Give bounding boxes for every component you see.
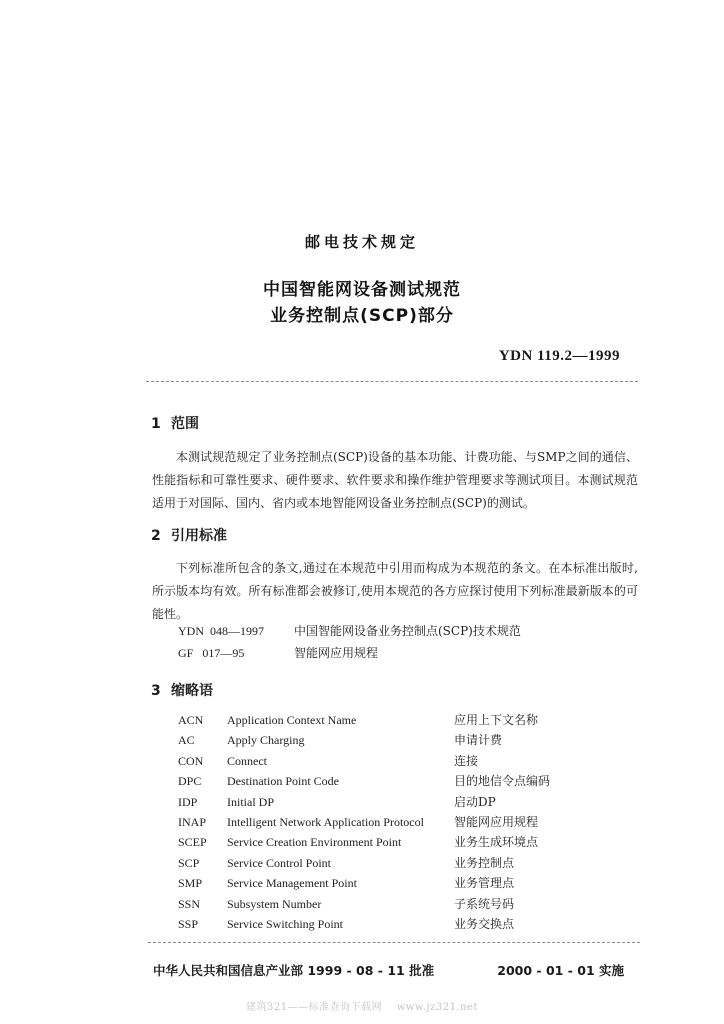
- abbr-english: Intelligent Network Application Protocol: [227, 814, 424, 829]
- document-number: YDN 119.2—1999: [498, 348, 620, 364]
- section-title: 引用标准: [171, 528, 227, 544]
- abbr-code: ACN: [178, 713, 204, 727]
- header-divider: [146, 381, 638, 382]
- abbr-english: Service Control Point: [227, 855, 331, 870]
- document-title: 中国智能网设备测试规范: [263, 280, 461, 300]
- abbr-code: IDP: [178, 794, 198, 809]
- list-item: [178, 730, 550, 750]
- reference-item: [178, 622, 521, 639]
- abbr-english: Connect: [227, 753, 267, 768]
- abbr-chinese: 业务生成环境点: [454, 835, 539, 850]
- section-heading-abbreviations: [151, 680, 213, 700]
- abbr-english: Initial DP: [227, 794, 274, 809]
- document-subtitle: 业务控制点(SCP)部分: [270, 306, 454, 326]
- section-body-references: 下列标准所包含的条文,通过在本规范中引用而构成为本规范的条文。在本标准出版时,所示版本均有效。所有标准都会被修订,使用本规范的各方应探讨使用下列标准最新版本的可能性。: [152, 561, 638, 621]
- section-number: 3: [151, 683, 161, 699]
- abbr-code: INAP: [178, 814, 207, 829]
- abbr-chinese: 应用上下文名称: [454, 713, 539, 727]
- issuing-body-label: 邮电技术规定: [304, 233, 419, 251]
- list-item: [178, 914, 550, 934]
- abbr-english: Application Context Name: [227, 713, 357, 727]
- list-item: [178, 873, 550, 893]
- section-title: 缩略语: [171, 683, 213, 699]
- abbr-chinese: 申请计费: [454, 733, 503, 748]
- reference-code: YDN 048—1997: [178, 624, 264, 638]
- abbr-chinese: 业务交换点: [454, 916, 515, 931]
- effective-date: 2000 - 01 - 01 实施: [497, 963, 624, 978]
- abbr-code: SCP: [178, 855, 200, 870]
- abbr-english: Apply Charging: [227, 733, 305, 748]
- reference-title: 智能网应用规程: [294, 646, 379, 660]
- abbr-chinese: 目的地信令点编码: [454, 774, 551, 789]
- list-item: [178, 751, 550, 771]
- abbr-code: SSN: [178, 896, 201, 911]
- reference-title: 中国智能网设备业务控制点(SCP)技术规范: [294, 624, 521, 638]
- section-heading-scope: [151, 413, 199, 433]
- abbr-code: CON: [178, 753, 204, 768]
- section-number: 2: [151, 528, 161, 544]
- abbr-chinese: 连接: [454, 753, 479, 768]
- section-number: 1: [151, 416, 161, 432]
- abbr-chinese: 子系统号码: [454, 896, 515, 911]
- abbreviation-list: [178, 710, 550, 934]
- abbr-chinese: 启动DP: [454, 794, 496, 809]
- approval-line: 中华人民共和国信息产业部 1999 - 08 - 11 批准: [153, 963, 435, 978]
- abbr-english: Destination Point Code: [227, 774, 339, 789]
- list-item: [178, 792, 550, 812]
- abbr-chinese: 业务控制点: [454, 855, 515, 870]
- abbr-english: Subsystem Number: [227, 896, 322, 911]
- abbr-code: AC: [178, 733, 195, 748]
- reference-code: GF 017—95: [178, 646, 245, 660]
- section-title: 范围: [171, 416, 199, 432]
- abbr-code: SCEP: [178, 835, 207, 850]
- abbr-code: SSP: [178, 916, 199, 931]
- abbr-english: Service Creation Environment Point: [227, 835, 402, 850]
- list-item: [178, 710, 550, 730]
- abbr-code: DPC: [178, 774, 202, 789]
- reference-item: [178, 644, 378, 661]
- abbr-english: Service Switching Point: [227, 916, 343, 931]
- abbr-chinese: 业务管理点: [454, 876, 515, 891]
- section-heading-references: [151, 525, 227, 545]
- abbr-english: Service Management Point: [227, 876, 357, 891]
- watermark-text: 建筑321——标准查询下载网 www.jz321.net: [246, 1002, 478, 1013]
- footer-divider: [148, 942, 640, 943]
- abbr-code: SMP: [178, 876, 203, 891]
- list-item: [178, 853, 550, 873]
- list-item: [178, 771, 550, 791]
- abbr-chinese: 智能网应用规程: [454, 814, 539, 829]
- section-body-scope: 本测试规范规定了业务控制点(SCP)设备的基本功能、计费功能、与SMP之间的通信、性能指标和可靠性要求、硬件要求、软件要求和操作维护管理要求等测试项目。本测试规范适用于对国际、国内、省内或本地智能网设备业务控制点(SCP)的测试。: [152, 450, 638, 510]
- list-item: [178, 894, 550, 914]
- list-item: [178, 812, 550, 832]
- list-item: [178, 832, 550, 852]
